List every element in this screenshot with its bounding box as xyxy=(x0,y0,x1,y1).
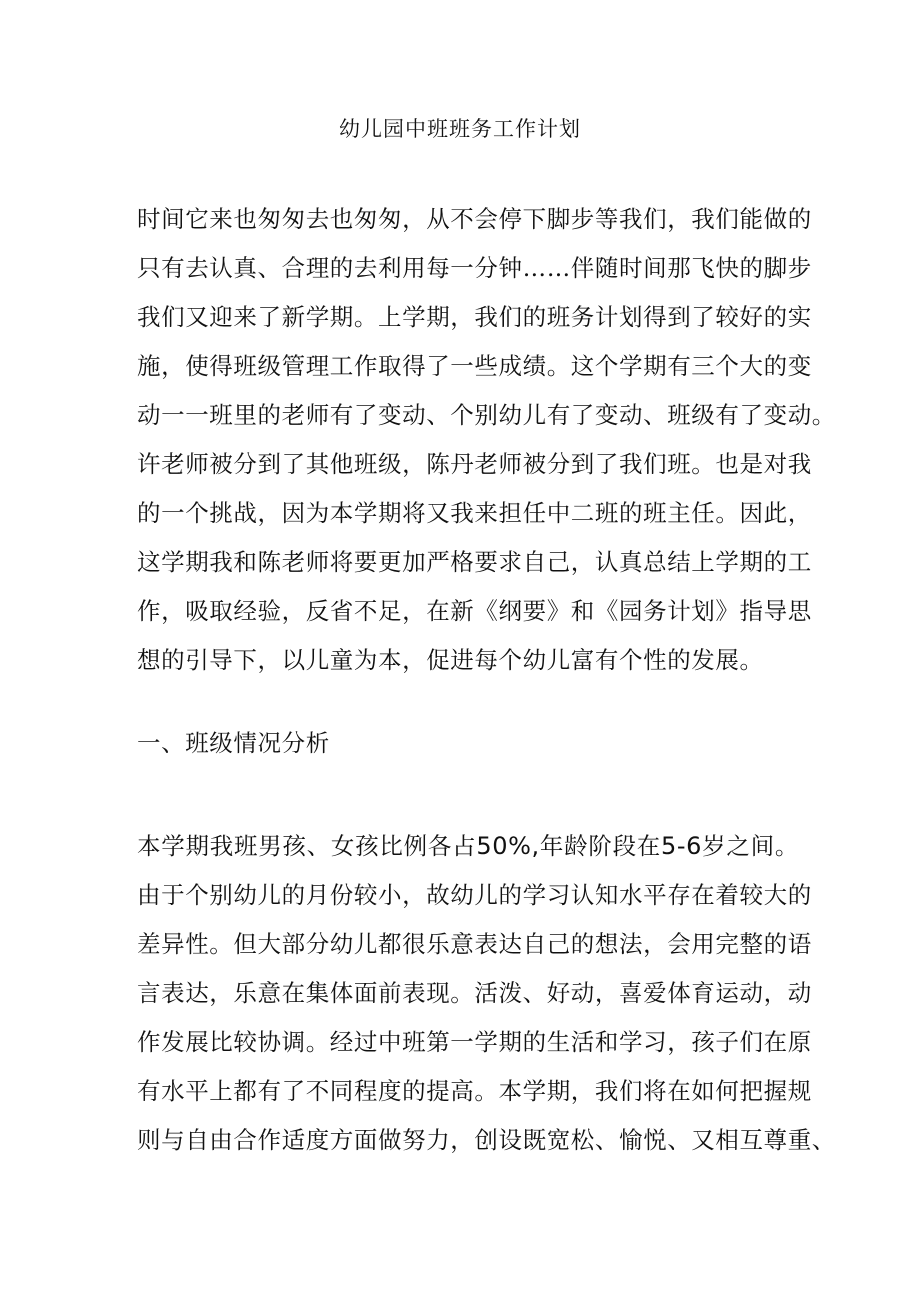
text-segment: 年龄阶段在 xyxy=(539,832,662,860)
class-analysis-paragraph xyxy=(137,822,836,1165)
paragraph-line: 这学期我和陈老师将要更加严格要求自己，认真总结上学期的工 xyxy=(137,548,812,576)
percentage-value: 50%, xyxy=(476,832,540,860)
paragraph-line: 施，使得班级管理工作取得了一些成绩。这个学期有三个大的变 xyxy=(137,352,812,380)
section-heading xyxy=(137,719,799,768)
paragraph-line: 的一个挑战，因为本学期将又我来担任中二班的班主任。因此， xyxy=(137,499,812,527)
paragraph-line: 只有去认真、合理的去利用每一分钟……伴随时间那飞快的脚步 xyxy=(137,254,812,282)
intro-paragraph xyxy=(137,195,836,685)
paragraph-line: 由于个别幼儿的月份较小，故幼儿的学习认知水平存在着较大的 xyxy=(137,881,812,909)
paragraph-line: 差异性。但大部分幼儿都很乐意表达自己的想法，会用完整的语 xyxy=(137,930,812,958)
text-segment: 本学期我班男孩、女孩比例各占 xyxy=(137,832,477,860)
text-segment: 岁之间。 xyxy=(702,832,799,860)
paragraph-line-first xyxy=(137,822,799,871)
paragraph-line: 作发展比较协调。经过中班第一学期的生活和学习，孩子们在原 xyxy=(137,1028,812,1056)
paragraph-line: 言表达，乐意在集体面前表现。活泼、好动，喜爱体育运动，动 xyxy=(137,979,812,1007)
paragraph-line: 则与自由合作适度方面做努力，创设既宽松、愉悦、又相互尊重、 xyxy=(137,1126,836,1154)
paragraph-line: 我们又迎来了新学期。上学期，我们的班务计划得到了较好的实 xyxy=(137,303,812,331)
paragraph-line: 许老师被分到了其他班级，陈丹老师被分到了我们班。也是对我 xyxy=(137,450,812,478)
age-range-value: 5-6 xyxy=(661,832,703,860)
paragraph-line: 有水平上都有了不同程度的提高。本学期，我们将在如何把握规 xyxy=(137,1077,812,1105)
section-heading-text: 一、班级情况分析 xyxy=(137,729,330,757)
paragraph-line: 动一一班里的老师有了变动、个别幼儿有了变动、班级有了变动。 xyxy=(137,401,836,429)
paragraph-line: 作，吸取经验，反省不足，在新《纲要》和《园务计划》指导思 xyxy=(137,597,812,625)
document-title: 幼儿园中班班务工作计划 xyxy=(339,117,581,141)
paragraph-line: 时间它来也匆匆去也匆匆，从不会停下脚步等我们，我们能做的 xyxy=(137,205,812,233)
paragraph-line: 想的引导下，以儿童为本，促进每个幼儿富有个性的发展。 xyxy=(137,646,764,674)
